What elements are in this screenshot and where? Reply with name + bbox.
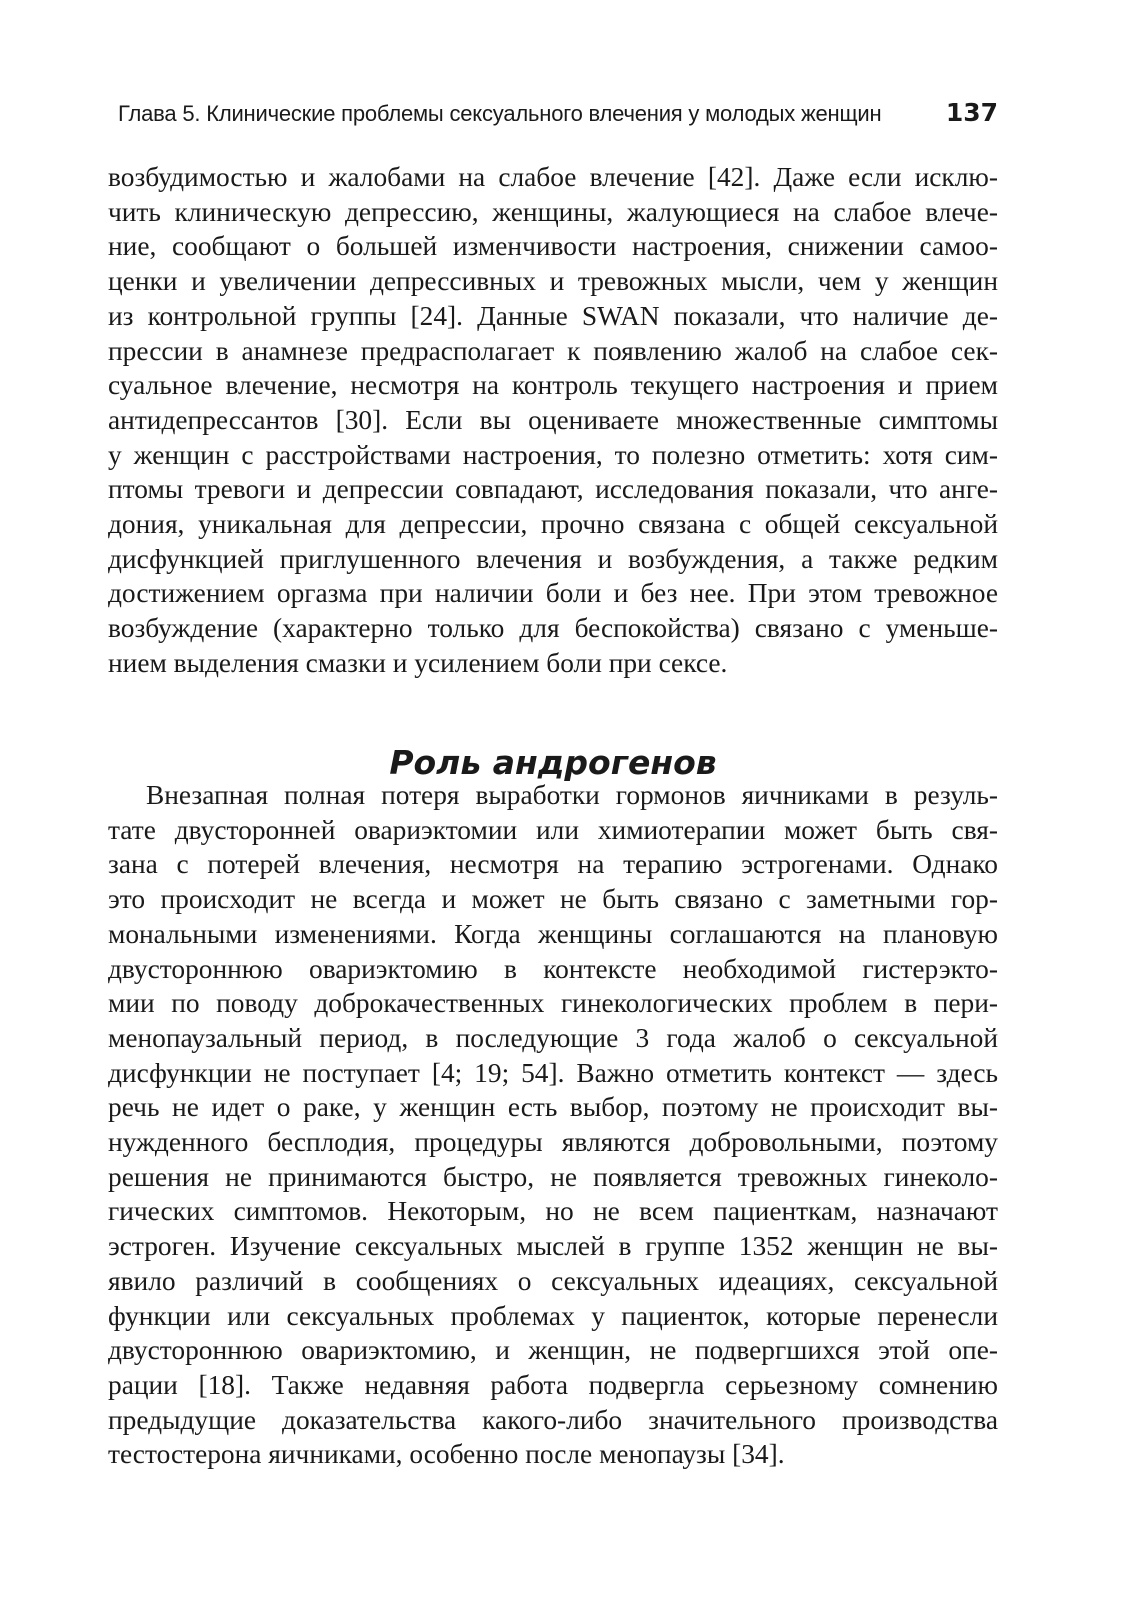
text-line: явило различий в сообщениях о сексуальных идеациях, сексуальной <box>108 1265 998 1296</box>
text-line: менопаузальный период, в последующие 3 года жалоб о сексуальной <box>108 1022 998 1053</box>
text-line: рации [18]. Также недавняя работа подвергла серьезному сомнению <box>108 1369 998 1400</box>
text-line: мональными изменениями. Когда женщины соглашаются на плановую <box>108 918 998 949</box>
text-line: птомы тревоги и депрессии совпадают, исследования показали, что анге- <box>108 474 998 505</box>
text-line: дония, уникальная для депрессии, прочно связана с общей сексуальной <box>108 509 998 540</box>
text-line: возбудимостью и жалобами на слабое влечение [42]. Даже если исклю- <box>108 162 998 192</box>
text-line: речь не идет о раке, у женщин есть выбор, поэтому не происходит вы- <box>108 1092 998 1123</box>
text-line: решения не принимаются быстро, не появляется тревожных гинеколо- <box>108 1161 998 1192</box>
text-line: дисфункцией приглушенного влечения и возбуждения, а также редким <box>108 543 998 574</box>
text-line: предыдущие доказательства какого-либо значительного производства <box>108 1404 998 1435</box>
text-line: нужденного бесплодия, процедуры являются добровольными, поэтому <box>108 1127 998 1158</box>
text-line: функции или сексуальных проблемах у пациенток, которые перенесли <box>108 1300 998 1331</box>
text-line: двустороннюю овариэктомию, и женщин, не подвергшихся этой опе- <box>108 1335 998 1366</box>
page-number: 137 <box>945 98 998 127</box>
text-line: чить клиническую депрессию, женщины, жалующиеся на слабое влече- <box>108 196 998 227</box>
text-line: нием выделения смазки и усилением боли при сексе. <box>108 647 728 678</box>
text-line: это происходит не всегда и может не быть связано с заметными гор- <box>108 884 998 915</box>
text-line: эстроген. Изучение сексуальных мыслей в группе 1352 женщин не вы- <box>108 1231 998 1262</box>
text-line: суальное влечение, несмотря на контроль текущего настроения и прием <box>108 370 998 401</box>
text-line: у женщин с расстройствами настроения, то полезно отметить: хотя сим- <box>108 439 998 470</box>
paragraph-1 <box>108 160 998 681</box>
text-line: антидепрессантов [30]. Если вы оцениваете множественные симптомы <box>108 404 998 435</box>
text-line: возбуждение (характерно только для беспокойства) связано с уменьше- <box>108 613 998 644</box>
text-line: Внезапная полная потеря выработки гормонов яичниками в резуль- <box>146 780 998 810</box>
text-line: дисфункции не поступает [4; 19; 54]. Важно отметить контекст — здесь <box>108 1057 998 1088</box>
paragraph-2 <box>108 778 998 1472</box>
text-line: мии по поводу доброкачественных гинекологических проблем в пери- <box>108 988 998 1019</box>
section-heading: Роль андрогенов <box>389 743 717 783</box>
text-line: достижением оргазма при наличии боли и без нее. При этом тревожное <box>108 578 998 609</box>
text-line: тате двусторонней овариэктомии или химиотерапии может быть свя- <box>108 814 998 845</box>
text-line: ценки и увеличении депрессивных и тревожных мысли, чем у женщин <box>108 266 998 297</box>
text-line: из контрольной группы [24]. Данные SWAN показали, что наличие де- <box>108 300 998 331</box>
chapter-title: Глава 5. Клинические проблемы сексуального влечения у молодых женщин <box>118 101 882 126</box>
running-header <box>118 98 998 127</box>
text-line: тестостерона яичниками, особенно после менопаузы [34]. <box>108 1439 785 1470</box>
text-line: зана с потерей влечения, несмотря на терапию эстрогенами. Однако <box>108 849 998 880</box>
text-line: гических симптомов. Некоторым, но не всем пациенткам, назначают <box>108 1196 998 1227</box>
text-line: ние, сообщают о большей изменчивости настроения, снижении самоо- <box>108 231 998 262</box>
text-line: двустороннюю овариэктомию в контексте необходимой гистерэкто- <box>108 953 998 984</box>
text-line: прессии в анамнезе предрасполагает к появлению жалоб на слабое сек- <box>108 335 998 366</box>
